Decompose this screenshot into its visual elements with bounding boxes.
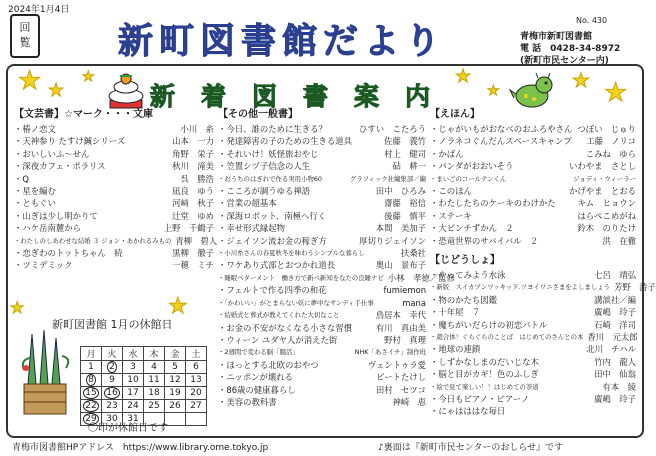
book-title: ・結婚式と葬式が教えてくれた大切なこと: [218, 311, 340, 320]
book-author: 秋川 滝美: [172, 161, 214, 172]
calendar-day: 4: [144, 361, 165, 374]
book-title: ・星を編む: [14, 186, 56, 197]
book-author: 呉 勝浩: [180, 173, 214, 184]
book-author: つぼい じゅり: [577, 124, 636, 134]
book-author: 小川 糸: [180, 124, 214, 134]
calendar-day: 6: [186, 361, 207, 374]
book-title: ・深夜カフェ・ポラリス: [14, 161, 106, 172]
book-entry: [218, 297, 426, 309]
book-title: ・ハケ岳南麓から: [14, 223, 81, 234]
book-title: ・ほっとする北欧のおやつ: [218, 359, 319, 370]
book-title: ・発達障害の子のための生きる道具: [218, 136, 352, 147]
calendar-day: 27: [186, 400, 207, 413]
book-title: ・笠置シヅ子信念の人生: [218, 161, 311, 172]
book-title: ・86歳の健康暮らし: [218, 384, 296, 395]
book-author: 野村 真理: [384, 334, 426, 345]
book-author: 黒柳 徹子: [172, 248, 214, 259]
circulation-stamp: [10, 14, 40, 58]
book-author: 河﨑 秋子: [172, 198, 214, 209]
publisher-phone: 電 話 0428-34-8972: [520, 44, 621, 54]
closed-day: 15: [81, 387, 102, 400]
book-entry: [430, 331, 636, 343]
book-entry: [218, 235, 426, 247]
book-author: fumiemon: [383, 285, 426, 296]
book-author: 竹内 龍人: [594, 356, 636, 367]
book-entry: [218, 185, 426, 197]
book-entry: [14, 222, 214, 234]
book-entry: [430, 381, 636, 393]
book-author: 有本 綾: [602, 381, 636, 392]
book-author: 有川 真由美: [375, 322, 426, 333]
book-entry: [430, 393, 636, 405]
calendar-day: 3: [123, 361, 144, 374]
book-author: 洪 在徹: [602, 235, 636, 246]
book-title: ・ニッポンが壊れる: [218, 372, 294, 383]
book-title: ・小川糸さんの春夏秋冬を味わうシンプルな暮らし: [218, 249, 365, 258]
book-title: ・大ピンチずかん ２: [430, 223, 514, 234]
book-title: ・山ぎは少し明かりて: [14, 210, 98, 221]
book-author: かげやま とおる: [569, 186, 636, 197]
book-title: ・「かわいい」がとまらない妖に夢中なサンディ手仕事: [218, 298, 374, 307]
book-author: 石崎 洋司: [594, 319, 636, 330]
book-title: ・ツミデミック: [14, 260, 73, 271]
calendar-day: 31: [123, 413, 144, 426]
book-author: キム ヒョウン: [577, 198, 636, 209]
book-author: 工藤 ノリコ: [586, 136, 636, 147]
calendar-week: [81, 387, 207, 400]
book-title: ・やってみよう水泳: [430, 270, 506, 280]
star-icon: ★: [168, 294, 188, 319]
calendar-day: 5: [165, 361, 186, 374]
book-author: いわやま さとし: [569, 161, 636, 172]
book-title: ・わたしのしあわせな結婚 ３ ジョン・あかれるみもの: [14, 236, 172, 245]
book-entry: [218, 322, 426, 334]
book-entry: [14, 160, 214, 172]
book-author: ヴェントゥラ愛: [367, 359, 426, 370]
calendar-day: 17: [123, 387, 144, 400]
book-author: 鈴木 のりたけ: [577, 223, 636, 234]
star-icon: ★: [48, 80, 65, 101]
book-entry: [218, 160, 426, 172]
book-entry: [218, 197, 426, 209]
book-entry: [430, 185, 636, 197]
book-entry: [218, 247, 426, 259]
book-author: 廣嶋 玲子: [594, 307, 636, 318]
book-author: 一穂 ミチ: [172, 260, 214, 271]
calendar-day: 1: [81, 361, 102, 374]
book-author: 講談社／編: [594, 294, 636, 305]
weekday-header: 木: [144, 347, 165, 361]
book-entry: [218, 371, 426, 383]
book-entry: [14, 197, 214, 209]
book-entry: [430, 148, 636, 160]
book-title: ・こころが調うゆる禅語: [218, 186, 311, 197]
book-author: 小林 孝徳／監修: [387, 272, 455, 283]
book-author: 凪良 ゆう: [172, 186, 214, 197]
book-author: 山本 一力: [172, 136, 214, 147]
closed-day: 8: [81, 374, 102, 387]
book-title: ・ウィーン ユダヤ人が消えた街: [218, 334, 338, 345]
issue-number: No. 430: [576, 16, 608, 25]
book-entry: [218, 123, 426, 135]
bungei-column: [14, 108, 218, 272]
book-entry: [430, 173, 636, 185]
section-heading: 【じどうしょ】: [430, 255, 500, 266]
book-entry: [218, 135, 426, 147]
section-heading: 【その他一般書】: [218, 109, 298, 120]
book-entry: [218, 346, 426, 358]
book-author: ひすい こたろう: [359, 124, 426, 134]
book-author: 扶桑社: [400, 248, 426, 259]
book-entry: [430, 269, 636, 281]
calendar-day: 20: [186, 387, 207, 400]
book-author: こみね ゆら: [585, 148, 636, 159]
book-author: 佐藤 義竹: [384, 136, 426, 147]
book-author: 田中 ひろみ: [375, 186, 426, 197]
book-title: ・椿ノ恋文: [14, 124, 56, 134]
book-author: 砧 耕一: [392, 161, 426, 172]
book-author: 上野 千鶴子: [163, 223, 214, 234]
book-author: 厚切りジェイソン: [359, 235, 426, 246]
book-entry: [218, 259, 426, 271]
book-author: 七呂 靖弘: [594, 270, 636, 280]
new-books-banner: 新着図書案内: [150, 82, 457, 111]
book-title: ・まいごのコールテンくん: [430, 174, 507, 183]
book-title: ・新版 スイカヅンワッキッド.ツヨイワニさまをよしましょう: [430, 283, 611, 292]
closed-day: 22: [81, 400, 102, 413]
book-entry: [430, 343, 636, 355]
book-author: ジョディ・ウィーラー: [573, 174, 636, 183]
book-author: はらぺこめがね: [577, 210, 636, 221]
book-title: ・物のかたち図鑑: [430, 294, 497, 305]
ehon-column: [430, 108, 636, 247]
closed-day: 16: [102, 387, 123, 400]
book-title: ・フェルトで作る四季の和花: [218, 285, 327, 296]
calendar-day: 24: [123, 400, 144, 413]
calendar-week: [81, 361, 207, 374]
section-heading: 【文芸書】☆マーク・・・文庫: [14, 109, 153, 120]
closed-day: 2: [102, 361, 123, 374]
calendar-day: 12: [165, 374, 186, 387]
book-entry: [430, 222, 636, 234]
holiday-calendar: [80, 346, 207, 426]
book-author: 神崎 恵: [392, 396, 426, 407]
holiday-title: 新町図書館 1月の休館日: [52, 318, 173, 331]
book-title: ・今日、誰のために生きる？: [218, 124, 327, 134]
book-title: ・わたしたちのケーキのわけかた: [430, 198, 556, 209]
book-title: ・幸せ形式縁起物: [218, 223, 285, 234]
book-title: ・睡眠ベターメント 働き方で新べ新知をなたの良睡ナビ: [218, 273, 384, 282]
issue-date: 2024年1月4日: [8, 5, 70, 15]
book-author: 齋藤 裕信: [384, 198, 426, 209]
book-author: グラフィック社編集部／編: [349, 174, 426, 183]
book-entry: [218, 284, 426, 296]
book-entry: [218, 384, 426, 396]
book-title: ・おいしいふ～せん: [14, 148, 90, 159]
calendar-day: 30: [102, 413, 123, 426]
star-icon: ★: [82, 69, 95, 85]
kadomatsu-icon: [18, 330, 74, 416]
closed-day: 29: [81, 413, 102, 426]
book-author: 香川 元太郎: [587, 332, 638, 343]
book-title: ・お金の不安がなくなる小さな習慣: [218, 322, 352, 333]
holiday-note: 〇印が休館日です: [88, 423, 168, 434]
book-author: mana: [402, 297, 426, 308]
book-entry: [430, 123, 636, 135]
calendar-day: 26: [165, 400, 186, 413]
book-author: 奥山 景布子: [375, 260, 426, 271]
book-title: ・しずかなしまのだいじな木: [430, 356, 539, 367]
book-title: ・ジェイソン流お金の稼ぎ方: [218, 235, 327, 246]
book-entry: [218, 309, 426, 321]
book-entry: [218, 359, 426, 371]
kagami-mochi-icon: [104, 70, 148, 110]
calendar-day: 10: [123, 374, 144, 387]
calendar-week: [81, 400, 207, 413]
book-entry: [218, 173, 426, 185]
calendar-day: [186, 413, 207, 426]
stamp-char-1: 回: [19, 21, 31, 35]
book-entry: [218, 148, 426, 160]
book-author: 北川 チハル: [586, 344, 636, 355]
calendar-day: 18: [144, 387, 165, 400]
hp-address[interactable]: 青梅市図書館HPアドレス https://www.library.ome.tokyo.jp: [12, 443, 269, 453]
book-author: 辻堂 ゆめ: [172, 210, 214, 221]
book-title: ・今日もピアノ・ピアーノ: [430, 394, 530, 405]
book-entry: [218, 334, 426, 346]
book-title: ・天神参り たすけ鍼シリーズ: [14, 136, 126, 147]
calendar-day: 9: [102, 374, 123, 387]
jido-column: [430, 254, 656, 418]
book-title: ・それいけ！妖怪旅おやじ: [218, 148, 319, 159]
book-title: ・地球の連鎖: [430, 344, 481, 355]
book-author: 廣嶋 玲子: [594, 394, 636, 405]
book-author: 青柳 碧人: [175, 235, 218, 246]
book-entry: [14, 135, 214, 147]
book-entry: [430, 319, 636, 331]
book-entry: [218, 222, 426, 234]
book-title: ・深海ロボット、南極へ行く: [218, 210, 327, 221]
book-title: ・ステーキ: [430, 210, 472, 221]
book-title: ・ノラネコぐんだんスペースキャンプ: [430, 136, 572, 147]
stamp-char-2: 覧: [19, 36, 31, 49]
weekday-header: 水: [123, 347, 144, 361]
book-author: 後藤 慎平: [384, 210, 426, 221]
book-author: 芳野 詩子: [614, 282, 656, 293]
publisher-center: (新町市民センター内): [520, 56, 609, 66]
book-entry: [14, 259, 214, 271]
book-title: ・2週間で変わる脳「腸活」: [218, 348, 299, 357]
weekday-header: 金: [165, 347, 186, 361]
book-entry: [430, 356, 636, 368]
book-title: ・かばん: [430, 148, 464, 159]
book-author: 田村 セツコ: [375, 384, 426, 395]
calendar-day: 11: [144, 374, 165, 387]
book-entry: [218, 210, 426, 222]
book-author: NHK「あさイチ」制作班: [354, 348, 426, 357]
book-author: 村上 健司: [384, 148, 426, 159]
book-title: ・ワケあり式部とおつかれ道長: [218, 260, 336, 271]
publisher-name: 青梅市新町図書館: [520, 32, 593, 42]
book-title: ・美容の教科書: [218, 396, 277, 407]
calendar-day: 23: [102, 400, 123, 413]
book-author: 角野 栄子: [172, 148, 214, 159]
book-title: ・魔ちがいだらけの初恋バトル: [430, 319, 548, 330]
weekday-header: 月: [81, 347, 102, 361]
book-title: ・じゃがいもがおなべのおふろやさん: [430, 124, 573, 134]
book-entry: [430, 210, 636, 222]
book-title: ・恋ぎわのトットちゃん 続: [14, 248, 123, 259]
book-title: ・営業の超基本: [218, 198, 277, 209]
book-title: ・おうちのはぎれで作る実用小物60: [218, 174, 322, 183]
back-page-note: ♪裏面は『新町市民センターのおしらせ』です: [378, 443, 564, 453]
book-entry: [14, 235, 218, 247]
star-icon: ★: [455, 66, 472, 87]
calendar-day: 19: [165, 387, 186, 400]
weekday-header: 土: [186, 347, 207, 361]
book-entry: [430, 405, 636, 417]
book-entry: [14, 173, 214, 185]
book-title: ・ともぐい: [14, 198, 56, 209]
book-entry: [14, 185, 214, 197]
book-title: ・十年屋 ７: [430, 307, 481, 318]
star-icon: ★: [10, 298, 25, 317]
calendar-day: 25: [144, 400, 165, 413]
book-title: ・パンダがおおいそう: [430, 161, 514, 172]
book-entry: [430, 135, 636, 147]
book-entry: [218, 272, 455, 284]
calendar-week: [81, 374, 207, 387]
weekday-header: 火: [102, 347, 123, 361]
book-author: ビートたけし: [376, 372, 426, 383]
book-entry: [14, 123, 214, 135]
book-author: 本間 美加子: [375, 223, 426, 234]
book-entry: [14, 148, 214, 160]
book-entry: [430, 368, 636, 380]
book-entry: [430, 197, 636, 209]
book-entry: [14, 210, 214, 222]
star-icon: ★: [604, 78, 628, 108]
book-title: ・脳と目がカギ！色のふしぎ: [430, 369, 539, 380]
book-title: ・超合体！ぐらぐらのことば はじめてのさんとの本: [430, 333, 584, 342]
book-entry: [430, 294, 636, 306]
book-entry: [430, 281, 656, 293]
book-entry: [430, 235, 636, 247]
star-icon: ★: [572, 68, 590, 92]
book-entry: [430, 306, 636, 318]
book-title: ・Q: [14, 173, 29, 184]
dragon-icon: [508, 72, 556, 110]
book-author: 鳥居本 幸代: [375, 310, 426, 321]
book-entry: [430, 160, 636, 172]
book-author: [632, 405, 636, 417]
newsletter-title: 新町図書館だより: [118, 21, 447, 62]
calendar-day: 13: [186, 374, 207, 387]
book-title: ・にゃはははな毎日: [430, 406, 506, 417]
book-author: 田中 仙翁: [594, 369, 636, 380]
book-entry: [218, 396, 426, 408]
section-heading: 【えほん】: [430, 109, 480, 120]
book-title: ・恐竜世界のサバイバル ２: [430, 235, 539, 246]
star-icon: ★: [18, 66, 42, 96]
book-title: ・絵で見て楽しい！！はじめての茶道: [430, 382, 539, 391]
book-title: ・このほん: [430, 186, 472, 197]
book-entry: [14, 247, 214, 259]
star-icon: ★: [487, 83, 500, 99]
